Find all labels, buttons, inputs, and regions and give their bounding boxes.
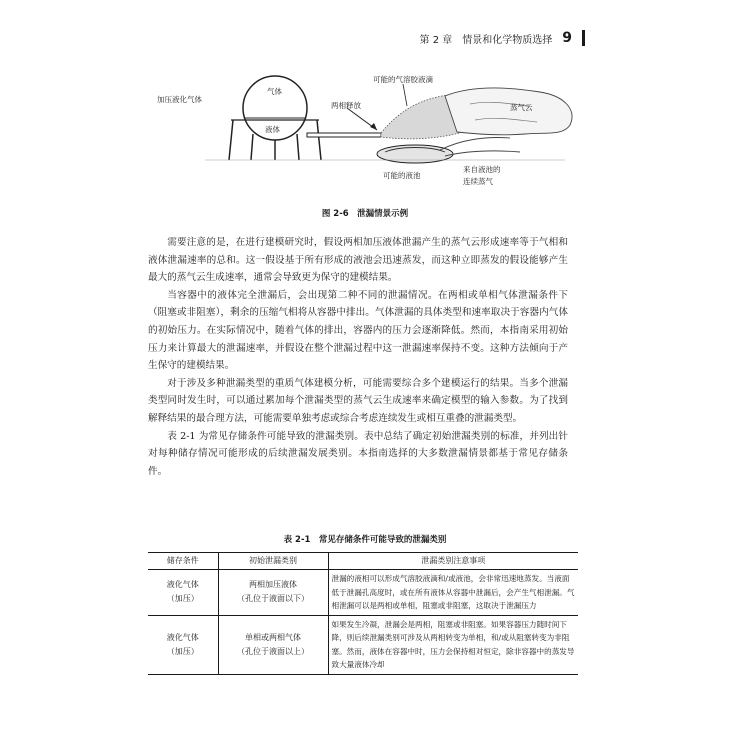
aerosol-pointer: [403, 84, 407, 106]
notes-cell: 如果发生冷凝，泄漏会是两相，阻塞或非阻塞。如果容器压力随时间下降，则后续泄漏类别可涉及从两相转变为单相，和/或从阻塞转变为非阻塞。然而，液体在容器中时，压力会保持相对恒定，除非容器中的蒸发导致大量液体冷却: [328, 615, 578, 674]
storage-qualifier: （加压）: [166, 646, 199, 656]
column-header: 泄漏类别注意事项: [328, 553, 578, 570]
storage-qualifier: （加压）: [166, 594, 199, 604]
storage-cell: [148, 615, 218, 674]
category-cell: [218, 570, 328, 616]
release-category: 两相加压液体: [249, 580, 297, 590]
figure-caption: 图 2-6 泄漏情景示例: [321, 209, 409, 219]
leak-scenario-diagram: [145, 70, 585, 200]
paragraph: 对于涉及多种泄漏类型的重质气体建模分析，可能需要综合多个建模运行的结果。当多个泄漏类型同时发生时，可以通过累加每个泄漏类型的蒸气云生成速率来确定模型的输入参数。为了找到解释结果的最合理方法，可能需要单独考虑或综合考虑连续发生或相互重叠的泄漏类型。: [148, 377, 568, 424]
header-bar: [582, 30, 585, 46]
storage-condition: 液化气体: [166, 632, 199, 642]
paragraph: 当容器中的液体完全泄漏后，会出现第二种不同的泄漏情况。在两相或单相气体泄漏条件下（阻塞或非阻塞），剩余的压缩气相将从容器中排出。气体泄漏的具体类型和速率取决于容器内气体的初始压力。在实际情况中，随着气体的排出，容器内的压力会逐渐降低。然而，本指南采用初始压力来计算最大的泄漏速率，并假设在整个泄漏过程中这一泄漏速率保持不变。这种方法倾向于产生保守的建模结果。: [148, 289, 568, 372]
release-qualifier: （孔位于液面以下）: [237, 594, 309, 604]
tank-leg: [251, 134, 253, 160]
body-text: [148, 234, 568, 480]
notes-cell: 泄漏的液相可以形成气溶胶液滴和/或液池，会非常迅速地蒸发。当液面低于泄漏孔高度时，或在所有液体从容器中泄漏后，会产生气相泄漏。气相泄漏可以是两相或单相，阻塞或非阻塞，这取决于泄漏压力: [328, 570, 578, 616]
label-continuous-vapor-2: 连续蒸气: [463, 177, 493, 186]
chapter-title: 第 2 章 情景和化学物质选择: [419, 34, 553, 46]
category-cell: [218, 615, 328, 674]
label-possible-aerosol: 可能的气溶胶液滴: [373, 75, 433, 84]
discharge-pipe: [307, 133, 381, 137]
label-pressurized-gas: 加压液化气体: [157, 95, 202, 104]
column-header: 初始泄漏类别: [218, 553, 328, 570]
table-caption: 表 2-1 常见存储条件可能导致的泄漏类别: [283, 535, 447, 545]
leak-scenario-figure: [145, 70, 585, 200]
pool-evaporation: [440, 138, 510, 151]
vapor-cloud: [445, 88, 572, 135]
running-header: [395, 28, 585, 48]
paragraph: 需要注意的是，在进行建模研究时，假设两相加压液体泄漏产生的蒸气云形成速率等于气相和液体泄漏速率的总和。这一假设基于所有形成的液池会迅速蒸发，而这种立即蒸发的假设能够产生最大的蒸气云生成速率，通常会导致更为保守的建模结果。: [148, 237, 568, 284]
pool-evaporation: [445, 151, 520, 156]
leak-category-table: [148, 552, 578, 675]
storage-cell: [148, 570, 218, 616]
label-possible-pool: 可能的液池: [383, 171, 421, 180]
tank-leg: [297, 134, 299, 160]
label-continuous-vapor-1: 来自液池的: [463, 165, 501, 174]
column-header: 储存条件: [148, 553, 218, 570]
label-gas: 气体: [267, 87, 282, 96]
table-header-row: [148, 553, 578, 570]
table-row: [148, 615, 578, 674]
label-liquid: 液体: [265, 125, 280, 134]
paragraph: 表 2-1 为常见存储条件可能导致的泄漏类别。表中总结了确定初始泄漏类别的标准，并列出针对每种储存情况可能形成的后续泄漏发展类别。本指南选择的大多数泄漏情景都基于常见存储条件。: [148, 430, 568, 477]
release-qualifier: （孔位于液面以上）: [237, 646, 309, 656]
page-number: 9: [562, 30, 572, 46]
tank-leg: [229, 120, 233, 160]
label-two-phase-release: 两相释放: [331, 101, 361, 110]
arrow-head: [370, 123, 377, 130]
table-row: [148, 570, 578, 616]
storage-condition: 液化气体: [166, 580, 199, 590]
release-category: 单相或两相气体: [245, 632, 301, 642]
label-vapor-cloud: 蒸气云: [510, 103, 533, 112]
tank-leg: [317, 120, 321, 160]
